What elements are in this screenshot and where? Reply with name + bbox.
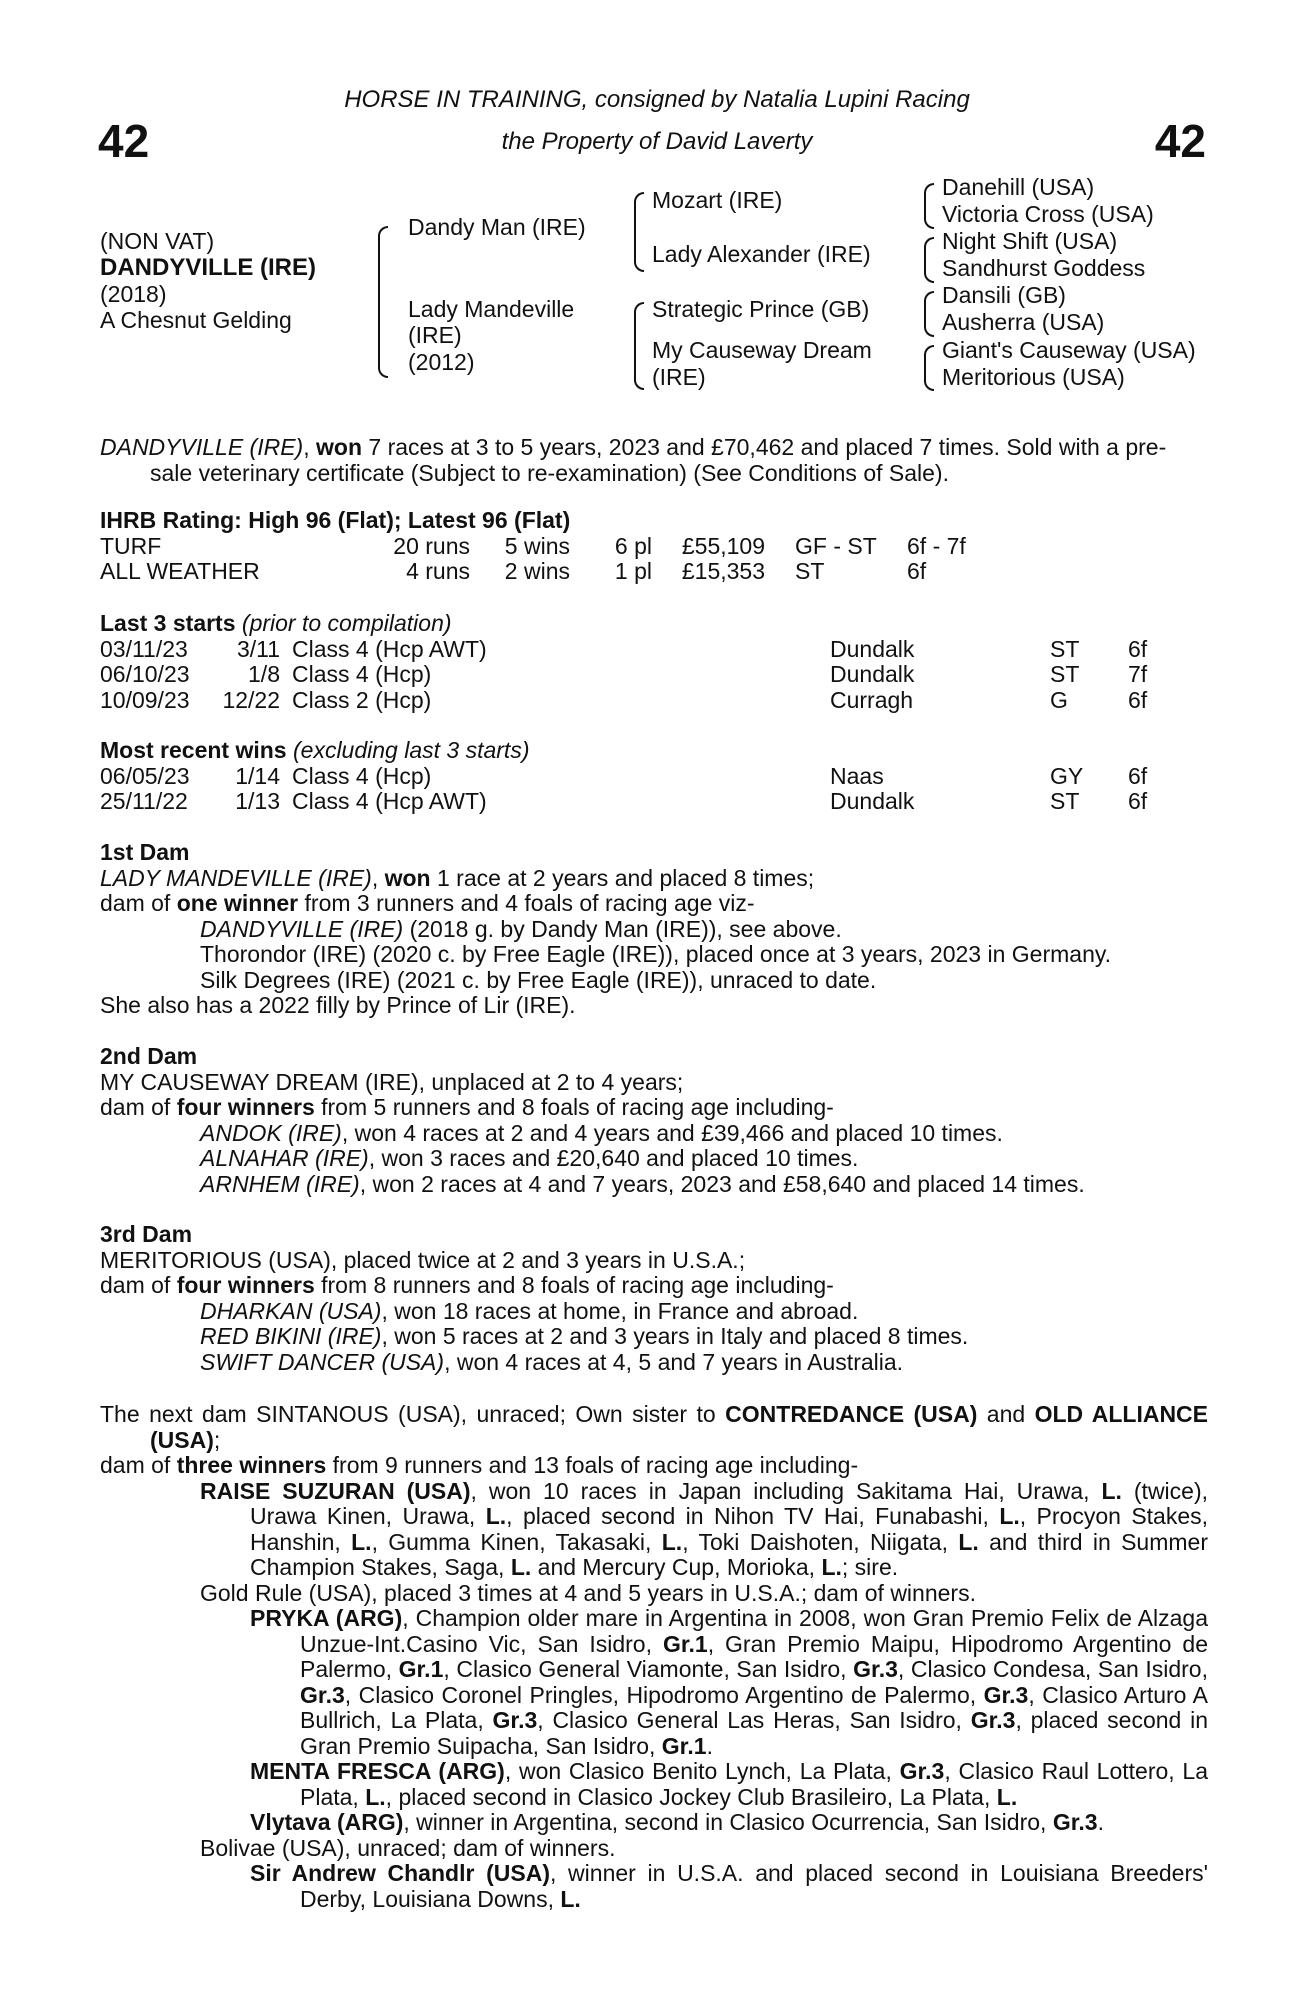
- dds: Giant's Causeway (USA): [942, 337, 1196, 363]
- race-date: 25/11/22: [100, 788, 188, 814]
- offspring-line: Bolivae (USA), unraced; dam of winners.: [200, 1834, 616, 1861]
- third-dam-section: [100, 1222, 1208, 1375]
- race-date: 03/11/23: [100, 635, 188, 662]
- position: 1/13: [235, 788, 280, 814]
- last3-subtitle: (prior to compilation): [241, 610, 452, 636]
- next-dam-text: ;: [213, 1426, 221, 1453]
- brace-dd: [924, 345, 934, 391]
- sibling-name: OLD ALLIANCE (USA): [150, 1401, 1209, 1453]
- offspring-details: , won 18 races at home, in France and abroad.: [381, 1297, 859, 1324]
- dss: Dansili (GB): [942, 282, 1066, 308]
- menta-fresca-entry: [100, 1759, 1208, 1810]
- second-dam-title: 2nd Dam: [100, 1043, 198, 1069]
- raise-suzuran-entry: [100, 1479, 1208, 1581]
- dam-dam-line-2: (IRE): [652, 364, 706, 390]
- offspring-name: RED BIKINI (IRE): [200, 1323, 382, 1349]
- going: ST: [1050, 661, 1080, 687]
- offspring-details: (twice), Urawa Kinen, Urawa,: [250, 1477, 1209, 1529]
- table-row: [100, 688, 1147, 714]
- horse-description: A Chesnut Gelding: [100, 307, 292, 333]
- lot-number-right: 42: [1154, 115, 1206, 167]
- going: ST: [1050, 788, 1080, 814]
- distance: 6f: [1128, 635, 1148, 662]
- distance: 6f: [1128, 762, 1148, 789]
- offspring-line: Thorondor (IRE) (2020 c. by Free Eagle (IRE)), placed once at 3 years, 2023 in Germany.: [200, 941, 1112, 967]
- offspring-details: , won 5 races at 2 and 3 years in Italy and placed 8 times.: [381, 1323, 969, 1349]
- summary-text: 7 races at 3 to 5 years, 2023 and £70,462 and placed 7 times. Sold with a pre-sale veterinary certificate (Subject to re-examination) (See Conditions of Sale).: [150, 434, 1167, 486]
- offspring-line: Gold Rule (USA), placed 3 times at 4 and 5 years in U.S.A.; dam of winners.: [200, 1579, 976, 1606]
- prize-money: £55,109: [681, 532, 765, 559]
- going: G: [1050, 686, 1068, 713]
- brace-dam: [634, 302, 644, 390]
- lot-number-left: 42: [98, 115, 150, 167]
- dam-line-3: (2012): [408, 349, 475, 375]
- dam-line-1: Lady Mandeville: [408, 296, 575, 322]
- offspring-details: , Gran Premio Maipu, Hipodromo Argentino de Palermo,: [300, 1630, 1208, 1682]
- course: Naas: [830, 762, 884, 789]
- dam-of-label: dam of: [100, 890, 177, 916]
- dam1-record: 1 race at 2 years and placed 8 times;: [430, 864, 815, 891]
- offspring-details: .: [1097, 1809, 1104, 1835]
- offspring-details: , Champion older mare in Argentina in 2008, won Gran Premio Felix de Alzaga Unzue-Int.Casino Vic, San Isidro,: [300, 1605, 1208, 1657]
- runs: 4 runs: [406, 558, 470, 584]
- course: Dundalk: [830, 788, 915, 814]
- offspring-details: , Toki Daishoten, Niigata,: [682, 1528, 959, 1555]
- recent-wins-section: [100, 738, 1208, 815]
- listed-mark: L.: [1101, 1477, 1122, 1504]
- dam-sire: Strategic Prince (GB): [652, 296, 870, 322]
- offspring-name: Sir Andrew Chandlr (USA): [250, 1860, 550, 1886]
- race-date: 06/10/23: [100, 661, 190, 687]
- table-row: [100, 764, 1147, 790]
- distance: 6f: [1128, 788, 1148, 814]
- rating-title: IHRB Rating: High 96 (Flat); Latest 96 (Flat): [100, 507, 571, 533]
- race-class: Class 4 (Hcp): [292, 762, 432, 789]
- first-dam-section: 1st Dam LADY MANDEVILLE (IRE), won 1 race at 2 years and placed 8 times; dam of one winner from 3 runners and 4 foals of racing age viz- DANDYVILLE (IRE) (2018 g. by Dandy Man (IRE)), see above. Thorondor (IRE) (2020 c. by Free Eagle (IRE)), placed once at 3 years, 2023 in Germany. Silk Degrees (IRE) (2021 c. by Free Eagle (IRE)), unraced to date. She also has a 2022 filly by Prince of Lir (IRE).: [100, 840, 1208, 1019]
- runners-text: from 8 runners and 8 foals of racing age including-: [314, 1272, 834, 1298]
- runners-text: from 3 runners and 4 foals of racing age viz-: [298, 890, 755, 916]
- offspring-name: ALNAHAR (IRE): [200, 1145, 369, 1171]
- wins: 5 wins: [504, 532, 570, 559]
- offspring-details: , Clasico Arturo A Bullrich, La Plata,: [300, 1681, 1208, 1733]
- dam3-line: MERITORIOUS (USA), placed twice at 2 and 3 years in U.S.A.;: [100, 1246, 746, 1273]
- last3-title: Last 3 starts: [100, 610, 236, 636]
- offspring-details: , won 3 races and £20,640 and placed 10 times.: [368, 1145, 859, 1171]
- recent-subtitle: (excluding last 3 starts): [293, 737, 530, 763]
- offspring-name: Vlytava (ARG): [250, 1809, 404, 1835]
- offspring-details: ; sire.: [841, 1554, 899, 1580]
- sir-andrew-entry: [100, 1861, 1208, 1912]
- sire-sire: Mozart (IRE): [652, 187, 783, 213]
- offspring-details: , won 4 races at 2 and 4 years and £39,466 and placed 10 times.: [341, 1119, 1003, 1146]
- going: ST: [795, 558, 825, 584]
- offspring-details: , Procyon Stakes, Hanshin,: [250, 1503, 1209, 1555]
- group-mark: Gr.1: [661, 1732, 707, 1759]
- course: Curragh: [830, 686, 914, 713]
- offspring-details: , Clasico Coronel Pringles, Hipodromo Argentino de Palermo,: [344, 1681, 984, 1708]
- table-row: [100, 662, 1147, 688]
- dam1-won: won: [384, 864, 431, 891]
- runners-text: from 9 runners and 13 foals of racing age including-: [326, 1452, 859, 1478]
- first-dam-title: 1st Dam: [100, 839, 190, 865]
- horse-year: (2018): [100, 281, 167, 307]
- offspring-details: and third in Summer Champion Stakes, Saga,: [250, 1528, 1208, 1580]
- second-dam-section: [100, 1044, 1208, 1197]
- offspring-details: , won 2 races at 4 and 7 years, 2023 and £58,640 and placed 14 times.: [359, 1170, 1085, 1197]
- sds: Night Shift (USA): [942, 228, 1118, 254]
- offspring-name: DHARKAN (USA): [200, 1297, 382, 1324]
- runs: 20 runs: [393, 532, 470, 559]
- brace-ss: [924, 183, 934, 229]
- offspring-details: , Clasico General Las Heras, San Isidro,: [537, 1707, 971, 1733]
- winners-count: four winners: [176, 1272, 315, 1298]
- distance: 6f: [1128, 686, 1148, 713]
- wins: 2 wins: [504, 558, 570, 584]
- surface: ALL WEATHER: [100, 558, 260, 584]
- race-class: Class 4 (Hcp): [292, 661, 432, 687]
- listed-mark: L.: [958, 1528, 979, 1555]
- brace-ds: [924, 291, 934, 337]
- offspring-name: ARNHEM (IRE): [200, 1170, 360, 1197]
- sdd: Sandhurst Goddess: [942, 255, 1146, 281]
- race-class: Class 2 (Hcp): [292, 686, 432, 713]
- dam-dam-line-1: My Causeway Dream: [652, 337, 872, 363]
- group-mark: Gr.3: [899, 1758, 945, 1784]
- listed-mark: L.: [661, 1528, 683, 1555]
- going: GY: [1050, 762, 1084, 789]
- sss: Danehill (USA): [942, 174, 1095, 200]
- position: 3/11: [236, 635, 280, 662]
- distance: 6f - 7f: [907, 532, 966, 559]
- offspring-details: (2018 g. by Dandy Man (IRE)), see above.: [403, 915, 842, 942]
- group-mark: Gr.3: [300, 1681, 345, 1708]
- listed-mark: L.: [999, 1503, 1020, 1529]
- group-mark: Gr.3: [492, 1707, 538, 1733]
- offspring-details: , Clasico General Viamonte, San Isidro,: [443, 1656, 854, 1682]
- listed-mark: L.: [351, 1528, 372, 1555]
- offspring-details: , placed second in Gran Premio Suipacha, San Isidro,: [300, 1707, 1208, 1759]
- summary-horse-name: DANDYVILLE (IRE): [100, 434, 304, 460]
- race-class: Class 4 (Hcp AWT): [292, 788, 487, 814]
- dam2-line: MY CAUSEWAY DREAM (IRE), unplaced at 2 to 4 years;: [100, 1068, 684, 1095]
- placed: 1 pl: [614, 558, 652, 584]
- offspring-name: PRYKA (ARG): [250, 1605, 403, 1631]
- offspring-name: MENTA FRESCA (ARG): [250, 1758, 505, 1784]
- dam-of-label: dam of: [100, 1094, 177, 1120]
- next-dam-text: The next dam SINTANOUS (USA), unraced; Own sister to: [100, 1401, 726, 1427]
- course: Dundalk: [830, 661, 915, 687]
- offspring-details: and Mercury Cup, Morioka,: [531, 1554, 822, 1580]
- distance: 7f: [1128, 661, 1148, 687]
- dam1-also: She also has a 2022 filly by Prince of Lir (IRE).: [100, 992, 576, 1018]
- last-3-starts-section: [100, 611, 1208, 713]
- dam-of-label: dam of: [100, 1272, 177, 1298]
- sire-dam: Lady Alexander (IRE): [652, 241, 871, 267]
- position: 1/14: [235, 762, 280, 789]
- group-mark: Gr.1: [662, 1630, 708, 1657]
- offspring-name: RAISE SUZURAN (USA): [200, 1477, 471, 1504]
- third-dam-title: 3rd Dam: [100, 1221, 193, 1247]
- brace-gen1: [378, 226, 388, 378]
- listed-mark: L.: [365, 1783, 386, 1810]
- sire: Dandy Man (IRE): [408, 214, 586, 240]
- group-mark: Gr.3: [970, 1707, 1016, 1733]
- ssd: Victoria Cross (USA): [942, 201, 1154, 227]
- vat-status: (NON VAT): [100, 228, 215, 254]
- group-mark: Gr.3: [1052, 1809, 1098, 1835]
- consignor-line: HORSE IN TRAINING, consigned by Natalia Lupini Racing: [344, 86, 970, 113]
- recent-title: Most recent wins: [100, 737, 287, 763]
- dam-line-2: (IRE): [408, 322, 462, 348]
- rating-section: [100, 508, 1208, 585]
- race-class: Class 4 (Hcp AWT): [292, 635, 487, 662]
- horse-name: DANDYVILLE (IRE): [100, 254, 316, 281]
- rating-table: [100, 534, 966, 585]
- last3-table: [100, 637, 1147, 714]
- offspring-details: , Clasico Condesa, San Isidro,: [897, 1656, 1208, 1682]
- race-summary: DANDYVILLE (IRE), won 7 races at 3 to 5 years, 2023 and £70,462 and placed 7 times. Sold with a pre-sale veterinary certificate (Subject to re-examination) (See Conditions of Sale).: [100, 434, 1167, 486]
- position: 1/8: [248, 661, 280, 687]
- group-mark: Gr.3: [983, 1681, 1029, 1708]
- position: 12/22: [222, 686, 280, 713]
- going: ST: [1050, 635, 1080, 662]
- offspring-details: , placed second in Clasico Jockey Club Brasileiro, La Plata,: [385, 1783, 997, 1810]
- offspring-details: , won Clasico Benito Lynch, La Plata,: [504, 1758, 900, 1784]
- race-date: 06/05/23: [100, 762, 190, 789]
- course: Dundalk: [830, 635, 915, 662]
- offspring-details: , placed second in Nihon TV Hai, Funabashi,: [506, 1503, 1000, 1529]
- dsd: Ausherra (USA): [942, 309, 1105, 335]
- pryka-entry: [100, 1606, 1208, 1759]
- offspring-details: , Clasico Raul Lottero, La Plata,: [300, 1758, 1209, 1810]
- listed-mark: L.: [821, 1554, 842, 1580]
- dam-of-label: dam of: [100, 1452, 177, 1478]
- offspring-details: , winner in U.S.A. and placed second in Louisiana Breeders' Derby, Louisiana Downs,: [300, 1860, 1209, 1912]
- offspring-name: SWIFT DANCER (USA): [200, 1348, 445, 1375]
- placed: 6 pl: [614, 532, 652, 559]
- winners-count: one winner: [176, 890, 299, 916]
- offspring-details: , Gumma Kinen, Takasaki,: [371, 1528, 662, 1555]
- distance: 6f: [907, 558, 927, 584]
- offspring-details: .: [706, 1732, 713, 1759]
- runners-text: from 5 runners and 8 foals of racing age including-: [314, 1094, 834, 1120]
- going: GF - ST: [795, 532, 877, 559]
- table-row: [100, 789, 1147, 815]
- rating-row-aw: [100, 559, 966, 585]
- listed-mark: L.: [996, 1783, 1018, 1810]
- next-dam-text: and: [977, 1401, 1035, 1427]
- prize-money: £15,353: [681, 558, 765, 584]
- sibling-name: CONTREDANCE (USA): [725, 1401, 978, 1427]
- listed-mark: L.: [510, 1554, 532, 1580]
- surface: TURF: [100, 532, 162, 559]
- next-dam-section: [100, 1402, 1208, 1912]
- winners-count: three winners: [176, 1452, 327, 1478]
- ddd: Meritorious (USA): [942, 364, 1125, 390]
- offspring-details: , won 10 races in Japan including Sakitama Hai, Urawa,: [470, 1477, 1102, 1504]
- offspring-name: DANDYVILLE (IRE): [200, 915, 404, 942]
- rating-row-turf: [100, 534, 966, 560]
- group-mark: Gr.1: [398, 1656, 444, 1682]
- listed-mark: L.: [485, 1503, 507, 1529]
- offspring-name: ANDOK (IRE): [200, 1119, 342, 1146]
- summary-won: won: [316, 434, 362, 460]
- listed-mark: L.: [560, 1885, 581, 1912]
- brace-sd: [924, 237, 934, 283]
- winners-count: four winners: [176, 1094, 315, 1120]
- offspring-details: , winner in Argentina, second in Clasico Ocurrencia, San Isidro,: [403, 1809, 1053, 1835]
- dam1-name: LADY MANDEVILLE (IRE): [100, 864, 372, 891]
- recent-table: [100, 764, 1147, 815]
- race-date: 10/09/23: [100, 686, 190, 713]
- vlytava-entry: [100, 1810, 1208, 1836]
- property-line: the Property of David Laverty: [501, 128, 813, 155]
- offspring-line: Silk Degrees (IRE) (2021 c. by Free Eagle (IRE)), unraced to date.: [200, 966, 877, 993]
- offspring-details: , won 4 races at 4, 5 and 7 years in Australia.: [444, 1348, 904, 1375]
- table-row: [100, 637, 1147, 663]
- group-mark: Gr.3: [853, 1656, 898, 1682]
- brace-sire: [634, 192, 644, 272]
